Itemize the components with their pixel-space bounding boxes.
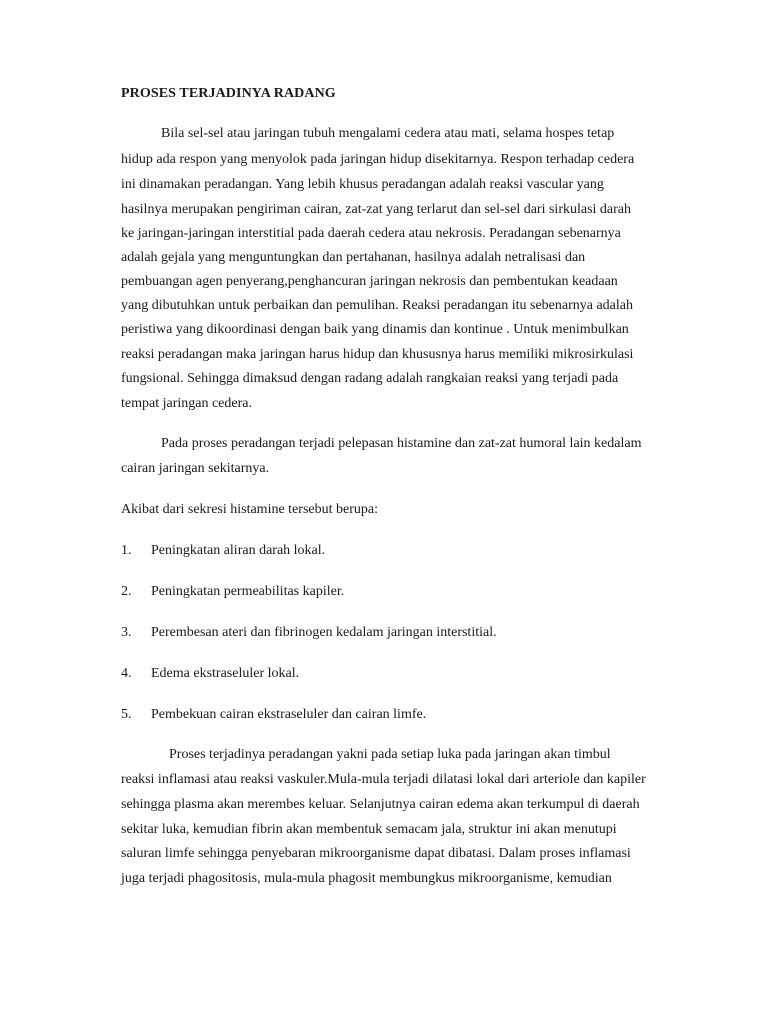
paragraph-1-line: ini dinamakan peradangan. Yang lebih khusus peradangan adalah reaksi vascular yang	[121, 177, 604, 192]
paragraph-1-line: peristiwa yang dikoordinasi dengan baik yang dinamis dan kontinue . Untuk menimbulkan	[121, 322, 629, 337]
list-item-text: Peningkatan permeabilitas kapiler.	[151, 584, 345, 599]
paragraph-2-line: Pada proses peradangan terjadi pelepasan histamine dan zat-zat humoral lain kedalam	[161, 436, 642, 451]
list-item-number: 5.	[121, 707, 132, 722]
list-item-text: Peningkatan aliran darah lokal.	[151, 543, 326, 558]
paragraph-4-line: saluran limfe sehingga penyebaran mikroorganisme dapat dibatasi. Dalam proses inflamasi	[121, 846, 631, 861]
list-item-number: 4.	[121, 666, 132, 681]
list-item-number: 1.	[121, 543, 132, 558]
paragraph-1-line: hasilnya merupakan pengiriman cairan, zat-zat yang terlarut dan sel-sel dari sirkulasi darah	[121, 202, 632, 217]
paragraph-4-line: juga terjadi phagositosis, mula-mula phagosit membungkus mikroorganisme, kemudian	[121, 871, 612, 886]
list-item-text: Edema ekstraseluler lokal.	[151, 666, 300, 681]
paragraph-1-line: pembuangan agen penyerang,penghancuran jaringan nekrosis dan pembentukan keadaan	[121, 274, 618, 289]
paragraph-3: Akibat dari sekresi histamine tersebut berupa:	[121, 502, 378, 517]
list-item-number: 3.	[121, 625, 132, 640]
list-item-text: Perembesan ateri dan fibrinogen kedalam jaringan interstitial.	[151, 625, 497, 640]
paragraph-1-line: adalah gejala yang menguntungkan dan pertahanan, hasilnya adalah netralisasi dan	[121, 250, 586, 265]
document-title: PROSES TERJADINYA RADANG	[121, 86, 336, 101]
paragraph-1-line: reaksi peradangan maka jaringan harus hidup dan khususnya harus memiliki mikrosirkulasi	[121, 347, 634, 362]
paragraph-4-line: Proses terjadinya peradangan yakni pada setiap luka pada jaringan akan timbul	[169, 747, 611, 762]
paragraph-1-line: ke jaringan-jaringan interstitial pada daerah cedera atau nekrosis. Peradangan sebenarnya	[121, 226, 621, 241]
paragraph-1-line: Bila sel-sel atau jaringan tubuh mengalami cedera atau mati, selama hospes tetap	[161, 126, 615, 141]
list-item-number: 2.	[121, 584, 132, 599]
paragraph-2-line: cairan jaringan sekitarnya.	[121, 461, 270, 476]
paragraph-4-line: sekitar luka, kemudian fibrin akan membentuk semacam jala, struktur ini akan menutupi	[121, 822, 617, 837]
paragraph-1-line: fungsional. Sehingga dimaksud dengan radang adalah rangkaian reaksi yang terjadi pada	[121, 371, 619, 386]
paragraph-4-line: sehingga plasma akan merembes keluar. Selanjutnya cairan edema akan terkumpul di daerah	[121, 797, 640, 812]
paragraph-4-line: reaksi inflamasi atau reaksi vaskuler.Mula-mula terjadi dilatasi lokal dari arteriole dan kapiler	[121, 772, 646, 787]
list-item-text: Pembekuan cairan ekstraseluler dan cairan limfe.	[151, 707, 427, 722]
paragraph-1-line: hidup ada respon yang menyolok pada jaringan hidup disekitarnya. Respon terhadap cedera	[121, 152, 635, 167]
paragraph-1-line: yang dibutuhkan untuk perbaikan dan pemulihan. Reaksi peradangan itu sebenarnya adalah	[121, 298, 633, 313]
paragraph-1-line: tempat jaringan cedera.	[121, 396, 252, 411]
